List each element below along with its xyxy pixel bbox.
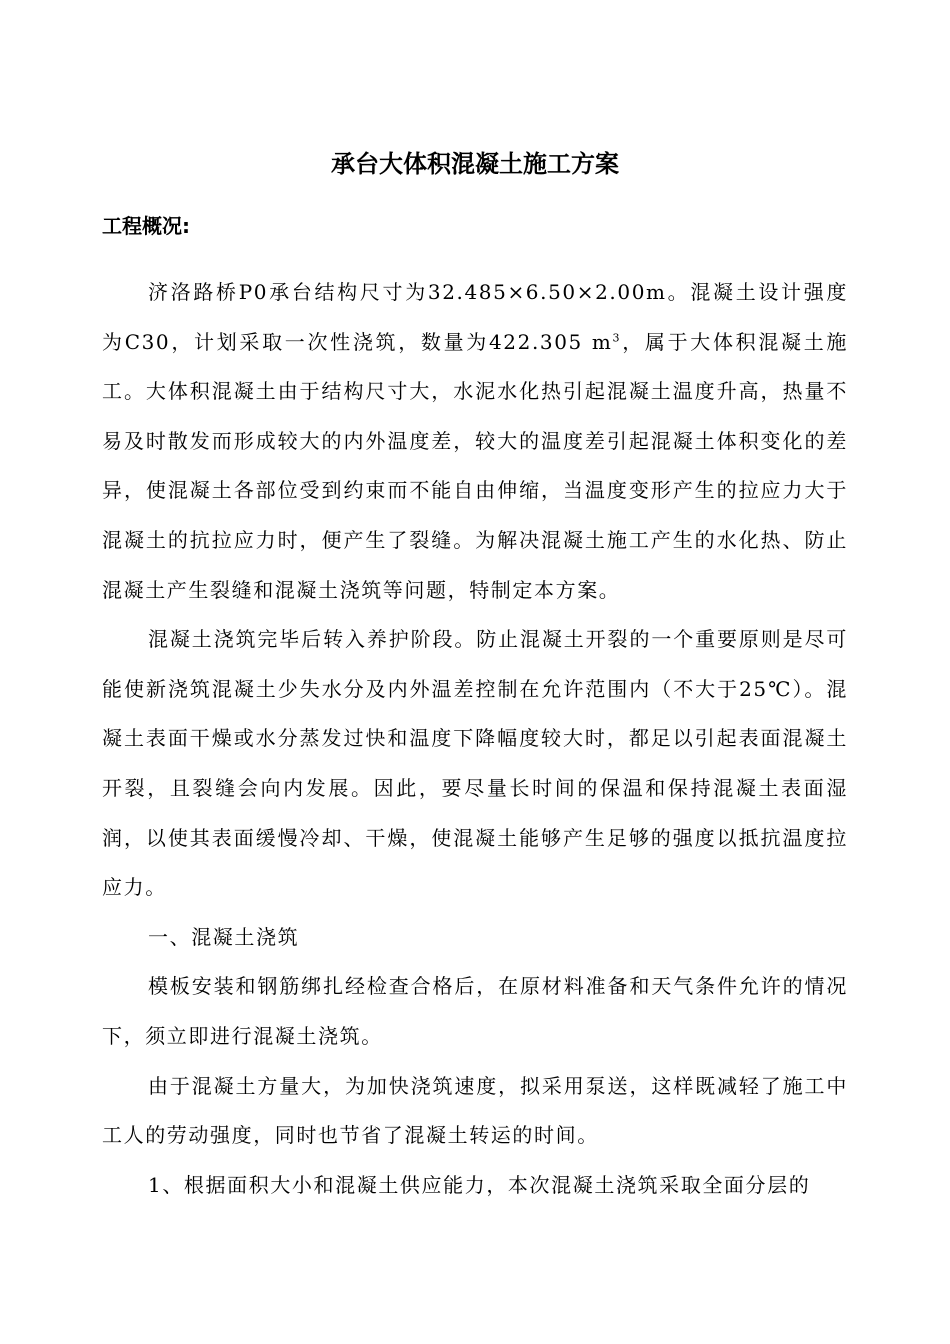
document-title: 承台大体积混凝土施工方案 [331, 150, 619, 178]
paragraph-curing: 混凝土浇筑完毕后转入养护阶段。防止混凝土开裂的一个重要原则是尽可能使新浇筑混凝土少失水分及内外温差控制在允许范围内（不大于25℃）。混凝土表面干燥或水分蒸发过快和温度下降幅度较大时，都足以引起表面混凝土开裂，且裂缝会向内发展。因此，要尽量长时间的保温和保持混凝土表面湿润，以使其表面缓慢冷却、干燥，使混凝土能够产生足够的强度以抵抗温度拉应力。 [102, 627, 848, 900]
paragraph-text: 济洛路桥P0承台结构尺寸为32.485×6.50×2.00m。混凝土设计强度为C30，计划采取一次性浇筑，数量为422.305 m [102, 280, 848, 354]
paragraph-text: ，属于大体积混凝土施工。大体积混凝土由于结构尺寸大，水泥水化热引起混凝土温度升高，热量不易及时散发而形成较大的内外温度差，较大的温度差引起混凝土体积变化的差异，使混凝土各部位受到约束而不能自由伸缩，当温度变形产生的拉应力大于混凝土的抗拉应力时，便产生了裂缝。为解决混凝土施工产生的水化热、防止混凝土产生裂缝和混凝土浇筑等问题，特制定本方案。 [102, 329, 849, 602]
overview-heading: 工程概况: [102, 214, 190, 238]
paragraph-layering: 1、根据面积大小和混凝土供应能力，本次混凝土浇筑采取全面分层的 [148, 1172, 811, 1197]
cubic-superscript: 3 [612, 330, 622, 344]
paragraph-pumping: 由于混凝土方量大，为加快浇筑速度，拟采用泵送，这样既减轻了施工中工人的劳动强度，同时也节省了混凝土转运的时间。 [102, 1073, 848, 1148]
paragraph-project-overview [102, 268, 848, 615]
paragraph-formwork: 模板安装和钢筋绑扎经检查合格后，在原材料准备和天气条件允许的情况下，须立即进行混凝土浇筑。 [102, 974, 848, 1048]
section-heading-concrete-pouring: 一、混凝土浇筑 [148, 924, 300, 949]
document-body [102, 268, 848, 1210]
